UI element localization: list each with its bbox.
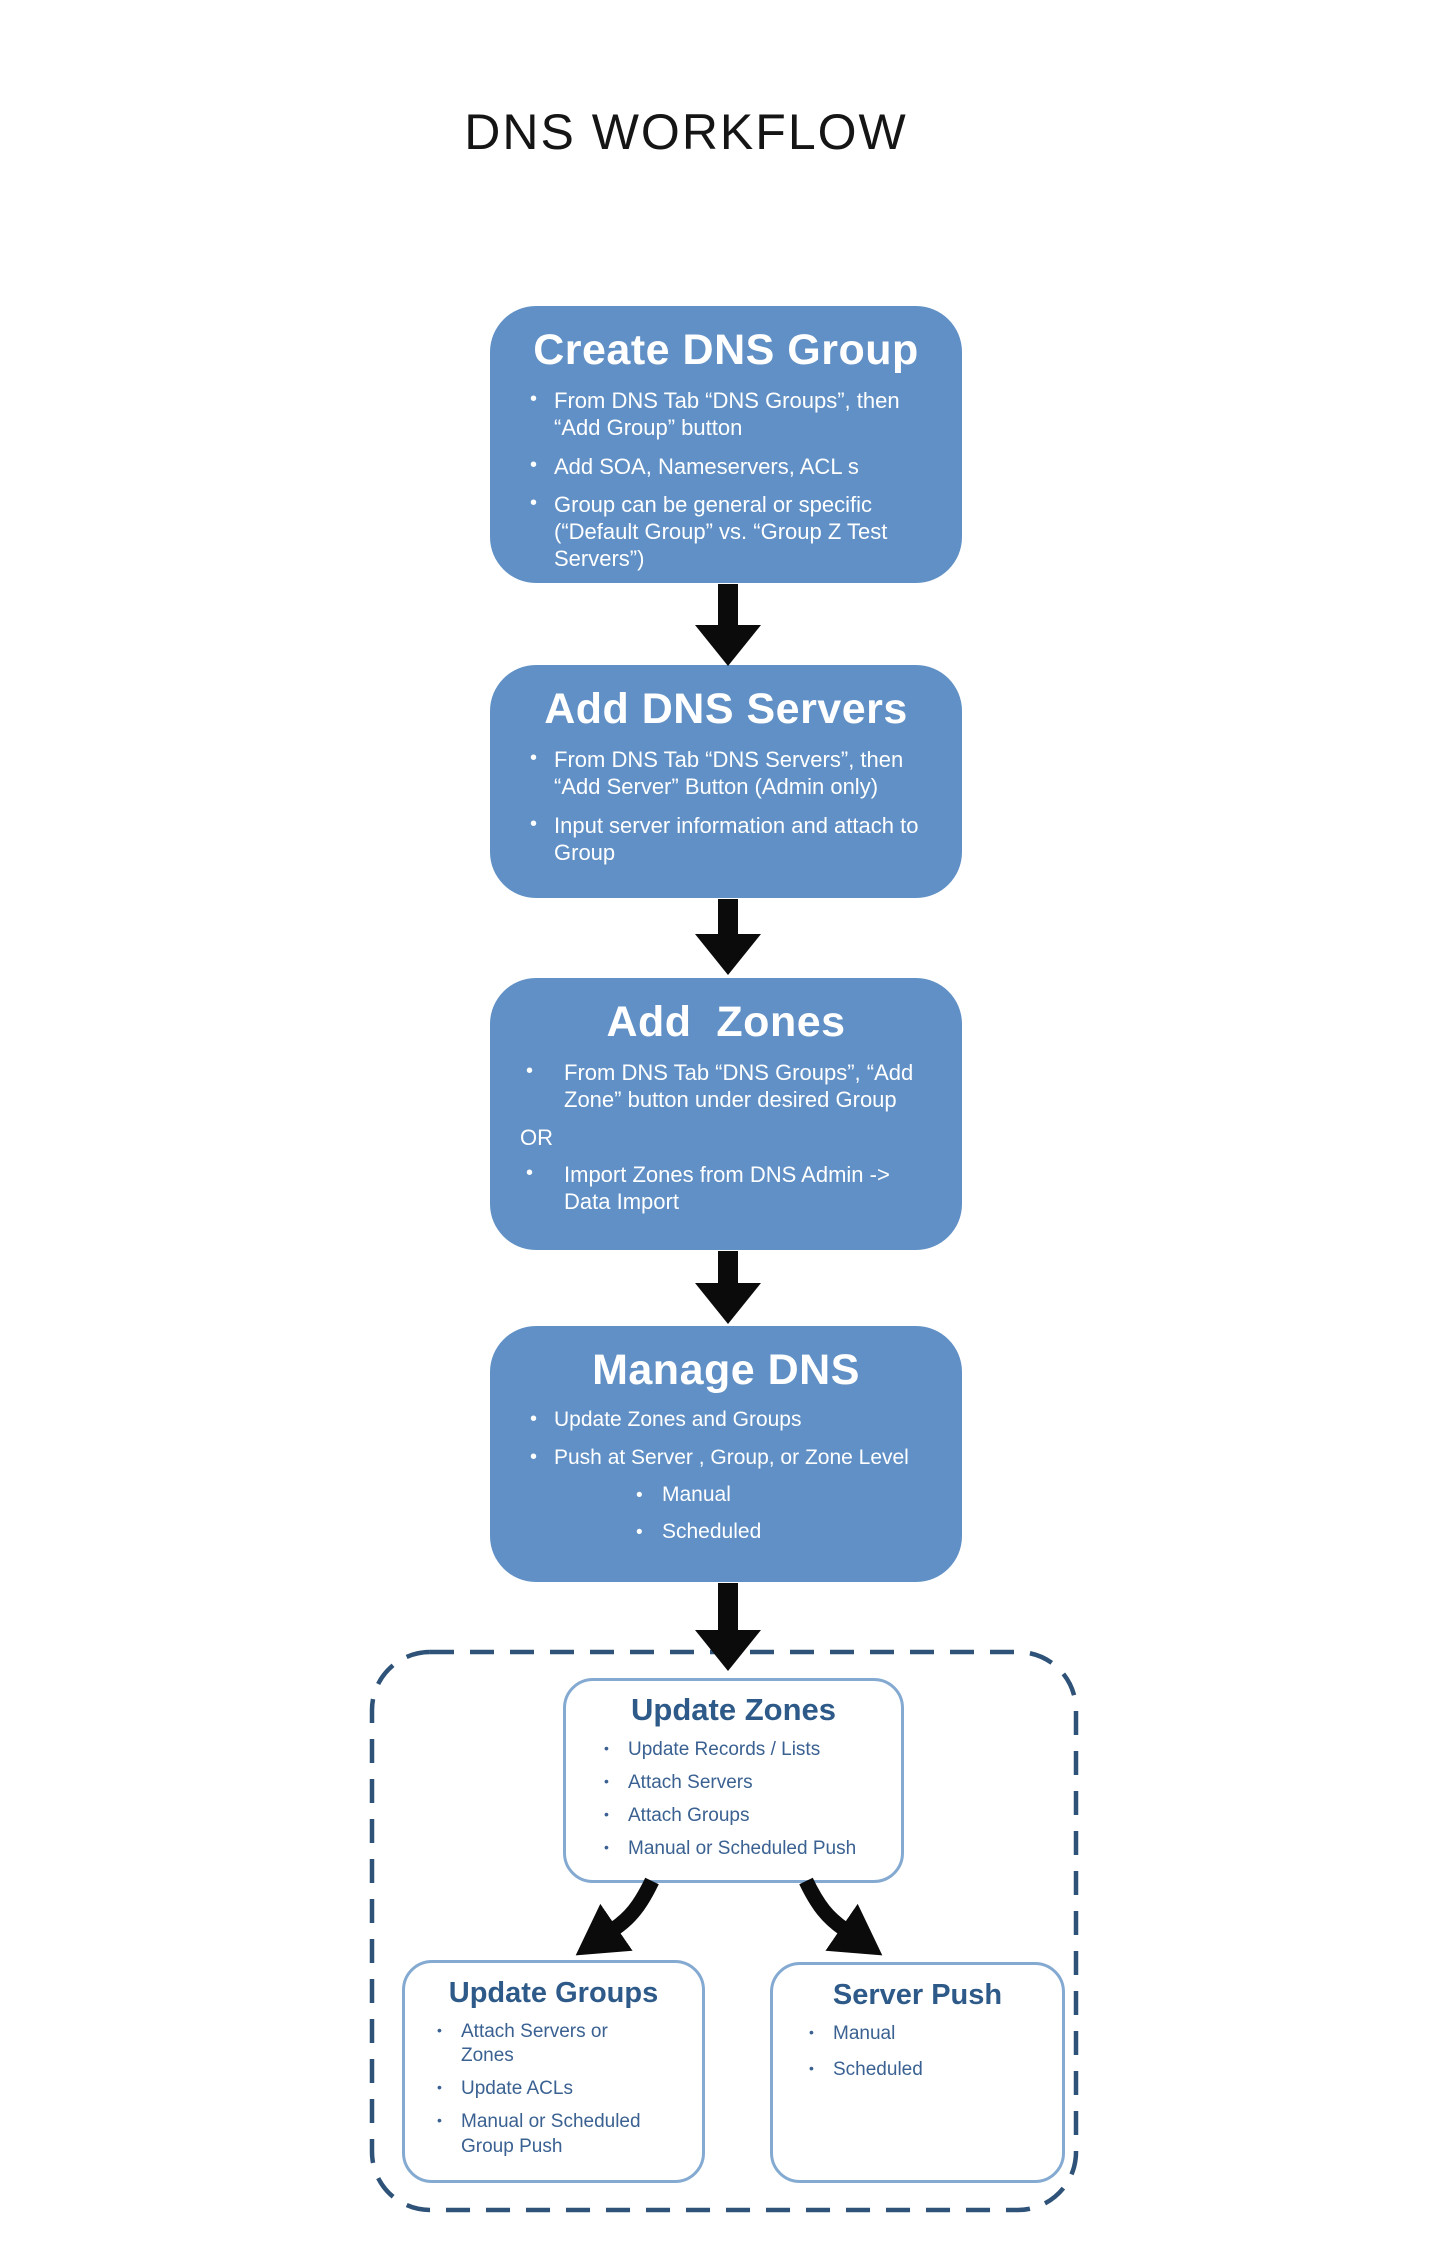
bullet-item (807, 2058, 1054, 2082)
sub-bullet-item (636, 1483, 962, 1507)
bullet-item (528, 812, 948, 867)
flow-box-add-dns-servers (490, 665, 962, 898)
bullet-item (807, 2022, 1054, 2046)
bullet-text: From DNS Tab “DNS Groups”, “Add Zone” button under desired Group (564, 1060, 914, 1113)
bullet-list (490, 746, 962, 866)
box-title: Update Groups (448, 1977, 659, 2009)
bullet-text: Update Zones and Groups (554, 1408, 802, 1431)
bullet-item (524, 1059, 942, 1114)
box-title: Update Zones (631, 1692, 836, 1727)
bullet-text: Attach Servers (628, 1772, 753, 1794)
bullet-text: Manual or Scheduled Push (628, 1838, 857, 1860)
bullet-list (405, 2020, 702, 2159)
bullet-text: Manual (662, 1483, 731, 1507)
bullet-text: Manual or Scheduled Group Push (461, 2111, 641, 2157)
box-title: Create DNS Group (533, 326, 919, 374)
bullet-text: Update ACLs (461, 2078, 573, 2100)
flow-box-create-dns-group (490, 306, 962, 583)
bullet-list (490, 1161, 962, 1216)
bullet-item (528, 1445, 952, 1471)
bullet-dot-icon: • (636, 1522, 643, 1544)
flow-box-add-zones (490, 978, 962, 1250)
bullet-item (528, 453, 920, 480)
page-title: DNS WORKFLOW (464, 104, 908, 160)
or-label: OR (520, 1124, 553, 1150)
bullet-item (528, 746, 948, 801)
bullet-item (435, 2110, 694, 2158)
bullet-item (435, 2020, 694, 2068)
bullet-list (566, 1738, 901, 1862)
bullet-text: Manual (833, 2023, 896, 2044)
bullet-item (528, 1407, 952, 1433)
bullet-item (602, 1837, 893, 1861)
bullet-text: Import Zones from DNS Admin -> Data Import (564, 1161, 890, 1214)
sub-bullet-item (636, 1520, 962, 1544)
bullet-text: Scheduled (833, 2059, 923, 2081)
bullet-item (524, 1161, 942, 1216)
bullet-text: Attach Groups (628, 1805, 750, 1827)
bullet-text: From DNS Tab “DNS Servers”, then “Add Server” Button (Admin only) (554, 747, 904, 800)
bullet-text: Input server information and attach to Group (554, 812, 919, 865)
box-title: Server Push (832, 1979, 1003, 2011)
flow-box-manage-dns (490, 1326, 962, 1582)
bullet-list (490, 1407, 962, 1471)
bullet-item (435, 2077, 694, 2101)
bullet-text: Push at Server , Group, or Zone Level (554, 1446, 909, 1470)
detail-box-update-zones (563, 1678, 904, 1883)
bullet-item (528, 491, 920, 573)
bullet-item (602, 1771, 893, 1795)
detail-box-update-groups (402, 1960, 705, 2183)
bullet-item (602, 1738, 893, 1762)
bullet-text: Scheduled (662, 1520, 762, 1544)
sub-bullet-list (636, 1483, 962, 1544)
box-title: Manage DNS (592, 1346, 860, 1394)
bullet-dot-icon: • (636, 1485, 643, 1507)
box-title: Add Zones (606, 998, 846, 1046)
box-title: Add DNS Servers (544, 685, 908, 733)
bullet-text: Update Records / Lists (628, 1739, 821, 1760)
bullet-item (528, 387, 920, 442)
bullet-item (602, 1804, 893, 1828)
bullet-text: From DNS Tab “DNS Groups”, then “Add Group” button (554, 388, 900, 441)
bullet-list (490, 387, 962, 573)
bullet-text: Attach Servers or Zones (461, 2021, 608, 2067)
bullet-text: Add SOA, Nameservers, ACL s (554, 453, 859, 479)
bullet-text: Group can be general or specific (“Default Group” vs. “Group Z Test Servers”) (554, 491, 888, 572)
detail-box-server-push (770, 1962, 1065, 2183)
bullet-list (773, 2022, 1062, 2082)
bullet-list (490, 1059, 962, 1114)
